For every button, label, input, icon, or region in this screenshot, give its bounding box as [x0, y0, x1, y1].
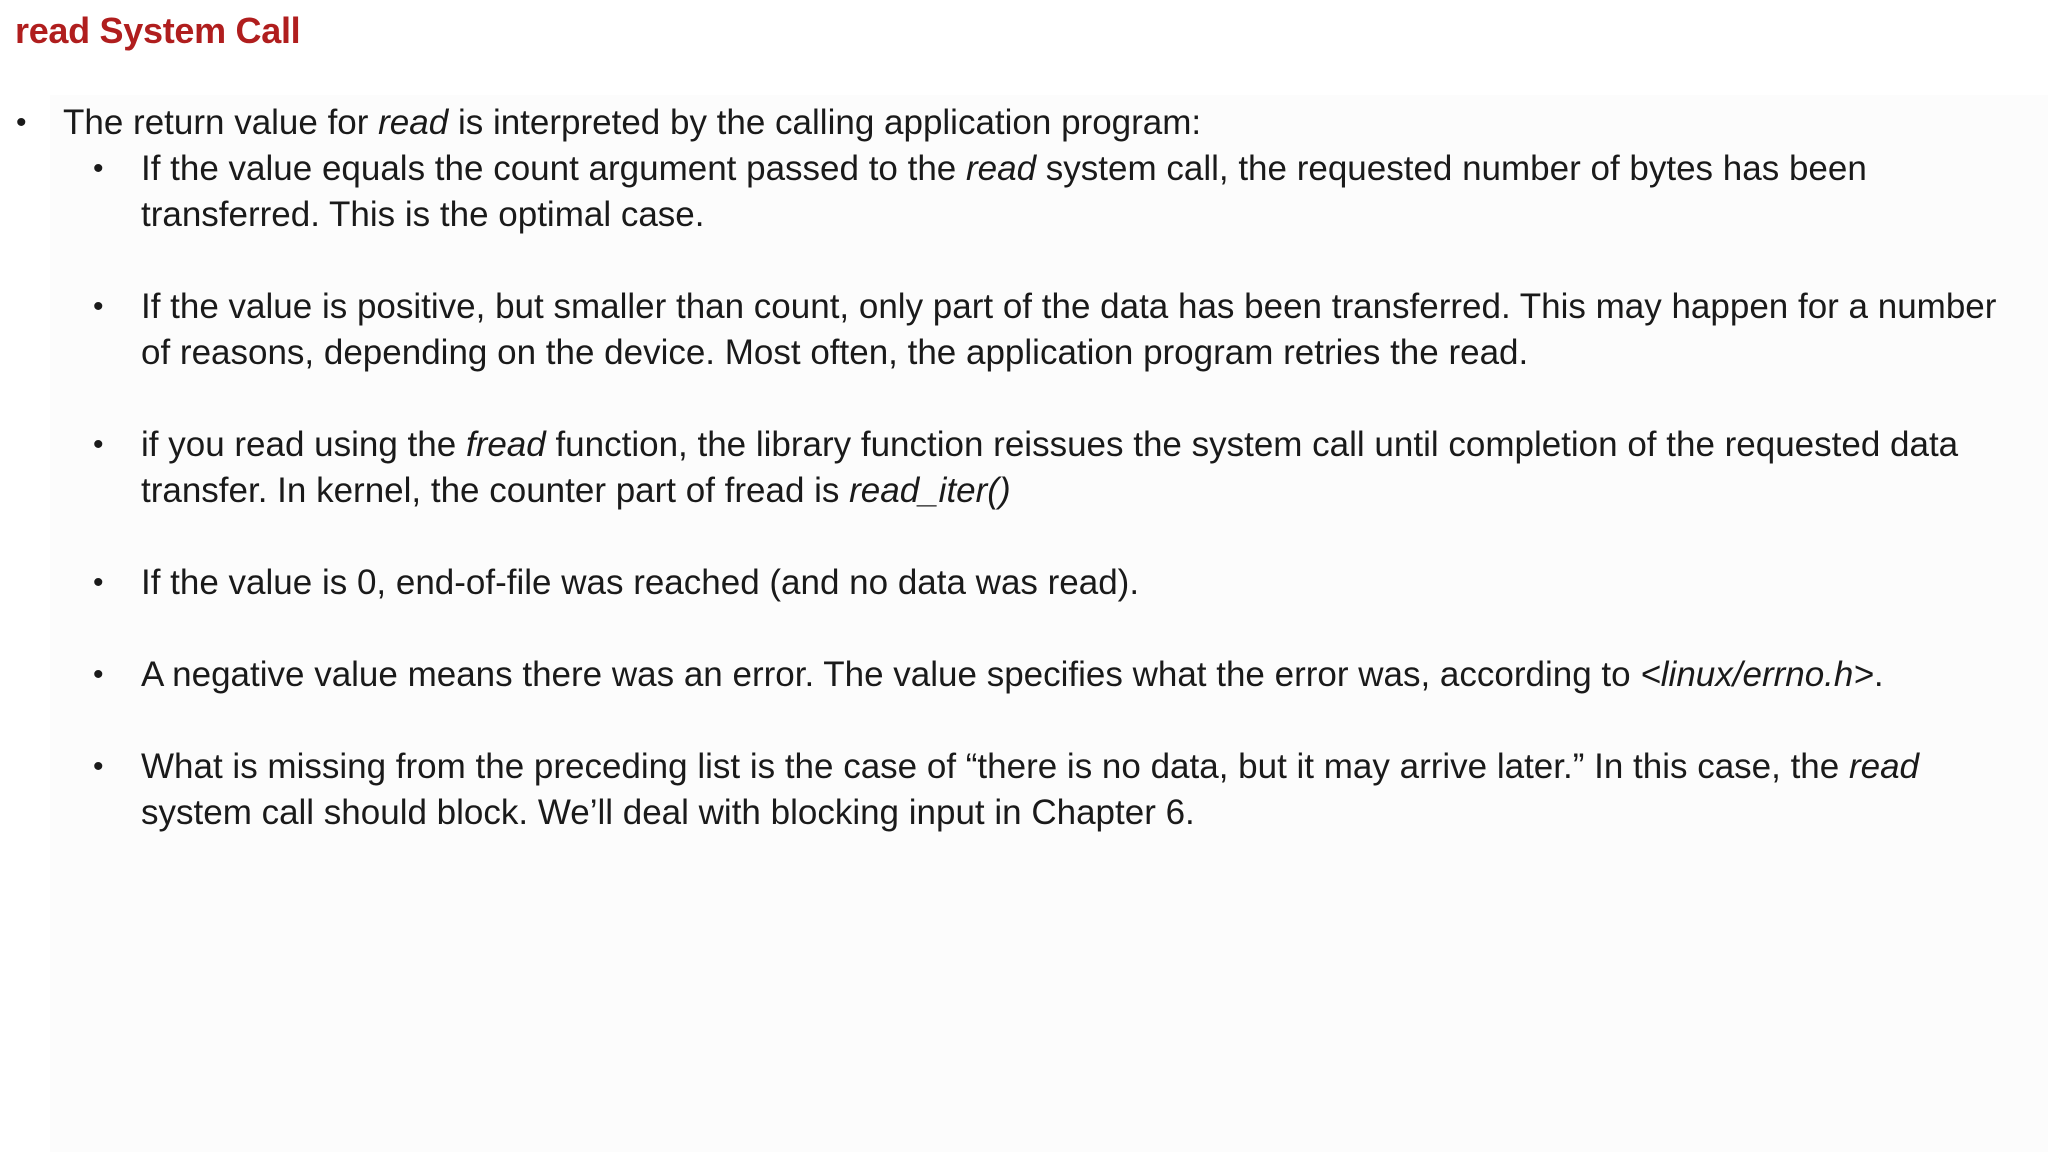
intro-bullet [0, 100, 2048, 146]
bullet-icon: • [93, 750, 104, 783]
sub-bullet-blocking: • What is missing from the preceding list is the case of “there is no data, but it may arrive later.” In this case, the read system call should block. We’ll deal with blocking input in Chapter 6. [0, 744, 2031, 836]
bullet-icon: • [16, 106, 27, 139]
sub-bullet-eof: • If the value is 0, end-of-file was reached (and no data was read). [0, 560, 2031, 606]
sub-bullet-partial-transfer: • If the value is positive, but smaller than count, only part of the data has been transferred. This may happen for a number of reasons, depending on the device. Most often, the application program retries the read. [0, 284, 2031, 376]
bullet-icon: • [93, 658, 104, 691]
sub-bullet-negative-error: • A negative value means there was an error. The value specifies what the error was, according to <linux/errno.h>. [0, 652, 2031, 698]
slide-title: read System Call [15, 10, 301, 51]
bullet-icon: • [93, 290, 104, 323]
bullet-icon: • [93, 152, 104, 185]
bullet-list [0, 100, 2048, 836]
bullet-icon: • [93, 566, 104, 599]
bullet-icon: • [93, 428, 104, 461]
sub-bullet-list [0, 146, 2048, 836]
sub-bullet-fread: • if you read using the fread function, the library function reissues the system call until completion of the requested data transfer. In kernel, the counter part of fread is read_iter() [0, 422, 2031, 514]
intro-text: The return value for read is interpreted by the calling application program: [63, 103, 1202, 142]
sub-bullet-count-equal: • If the value equals the count argument passed to the read system call, the requested number of bytes has been transferred. This is the optimal case. [0, 146, 2031, 238]
